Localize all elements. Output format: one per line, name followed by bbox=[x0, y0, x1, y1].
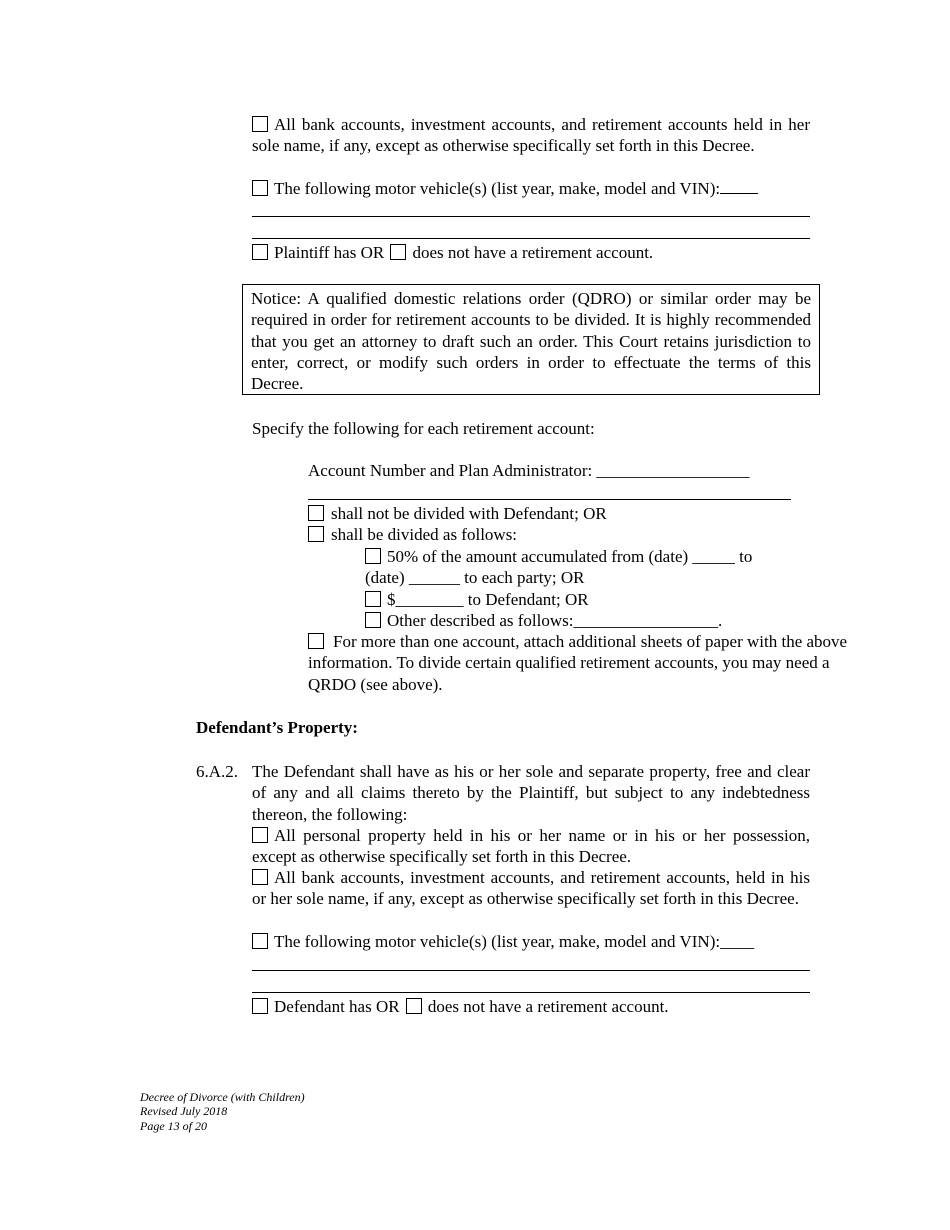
defendant-motor-vehicle-item bbox=[252, 931, 754, 952]
plaintiff-bank-accounts-checkbox[interactable] bbox=[252, 116, 268, 132]
footer-revision: Revised July 2018 bbox=[140, 1104, 228, 1119]
defendant-property-heading: Defendant’s Property: bbox=[196, 718, 358, 737]
page-footer bbox=[140, 1090, 305, 1133]
not-divided-item bbox=[308, 503, 607, 524]
defendant-no-retirement-checkbox[interactable] bbox=[406, 998, 422, 1014]
more-accounts-item bbox=[308, 631, 856, 695]
defendant-retirement-item bbox=[252, 996, 669, 1017]
plaintiff-motor-vehicle-item bbox=[252, 178, 758, 199]
other-text: Other described as follows:_________________. bbox=[387, 611, 723, 630]
footer-document-title: Decree of Divorce (with Children) bbox=[140, 1090, 305, 1104]
qdro-notice-text: Notice: A qualified domestic relations order (QDRO) or similar order may be required in order for retirement accounts to be divided. It is highly recommended that you get an attorney to draft such an order. This Court retains jurisdiction to enter, correct, or modify such orders in order to effectuate the terms of this Decree. bbox=[251, 289, 811, 394]
plaintiff-motor-vehicle-checkbox[interactable] bbox=[252, 180, 268, 196]
plaintiff-motor-vehicle-blank[interactable] bbox=[720, 179, 758, 194]
more-accounts-checkbox[interactable] bbox=[308, 633, 324, 649]
plaintiff-bank-accounts-text: All bank accounts, investment accounts, and retirement accounts held in her sole name, if any, except as otherwise specifically set forth in this Decree. bbox=[252, 115, 810, 156]
defendant-no-retirement-text: does not have a retirement account. bbox=[427, 997, 669, 1016]
account-number-label: Account Number and Plan Administrator: __________________ bbox=[308, 461, 750, 480]
other-checkbox[interactable] bbox=[365, 612, 381, 628]
plaintiff-no-retirement-checkbox[interactable] bbox=[390, 244, 406, 260]
plaintiff-bank-accounts-item bbox=[252, 114, 810, 157]
defendant-has-retirement-checkbox[interactable] bbox=[252, 998, 268, 1014]
fifty-percent-text-2: (date) ______ to each party; OR bbox=[365, 568, 585, 587]
not-divided-checkbox[interactable] bbox=[308, 505, 324, 521]
fifty-percent-text-1: 50% of the amount accumulated from (date) _____ to bbox=[387, 547, 753, 566]
divided-text: shall be divided as follows: bbox=[331, 525, 518, 544]
qdro-notice-box bbox=[242, 284, 820, 395]
plaintiff-has-retirement-checkbox[interactable] bbox=[252, 244, 268, 260]
fifty-percent-item bbox=[365, 546, 752, 567]
defendant-bank-accounts-item bbox=[252, 867, 810, 910]
dollar-amount-checkbox[interactable] bbox=[365, 591, 381, 607]
plaintiff-no-retirement-text: does not have a retirement account. bbox=[412, 243, 654, 262]
divided-checkbox[interactable] bbox=[308, 526, 324, 542]
plaintiff-retirement-item bbox=[252, 242, 653, 263]
defendant-vehicle-line-2[interactable] bbox=[252, 992, 810, 993]
defendant-bank-accounts-text: All bank accounts, investment accounts, and retirement accounts, held in his or her sole name, if any, except as otherwise specifically set forth in this Decree. bbox=[252, 868, 810, 909]
dollar-amount-item bbox=[365, 589, 589, 610]
retirement-spec-intro: Specify the following for each retirement account: bbox=[252, 419, 595, 438]
defendant-personal-property-checkbox[interactable] bbox=[252, 827, 268, 843]
section-text: The Defendant shall have as his or her sole and separate property, free and clear of any and all claims thereto by the Plaintiff, but subject to any indebtedness thereon, the following: bbox=[252, 762, 810, 824]
plaintiff-vehicle-line-1[interactable] bbox=[252, 216, 810, 217]
more-accounts-text: For more than one account, attach additional sheets of paper with the above information. To divide certain qualified retirement accounts, you may need a QRDO (see above). bbox=[308, 632, 848, 694]
plaintiff-vehicle-line-2[interactable] bbox=[252, 238, 810, 239]
not-divided-text: shall not be divided with Defendant; OR bbox=[331, 504, 607, 523]
other-item bbox=[365, 610, 722, 631]
defendant-bank-accounts-checkbox[interactable] bbox=[252, 869, 268, 885]
defendant-motor-vehicle-text: The following motor vehicle(s) (list year, make, model and VIN):____ bbox=[274, 932, 755, 951]
footer-page-number: Page 13 of 20 bbox=[140, 1118, 207, 1133]
divided-item bbox=[308, 524, 517, 545]
account-number-line[interactable] bbox=[308, 499, 791, 500]
defendant-personal-property-item bbox=[252, 825, 810, 868]
defendant-has-retirement-text: Defendant has OR bbox=[274, 997, 400, 1016]
dollar-amount-text: $________ to Defendant; OR bbox=[387, 590, 589, 609]
plaintiff-has-retirement-text: Plaintiff has OR bbox=[274, 243, 385, 262]
defendant-personal-property-text: All personal property held in his or her name or in his or her possession, except as otherwise specifically set forth in this Decree. bbox=[252, 826, 810, 867]
fifty-percent-checkbox[interactable] bbox=[365, 548, 381, 564]
section-number: 6.A.2. bbox=[196, 762, 239, 781]
plaintiff-motor-vehicle-text: The following motor vehicle(s) (list year, make, model and VIN): bbox=[274, 179, 721, 198]
defendant-motor-vehicle-checkbox[interactable] bbox=[252, 933, 268, 949]
defendant-vehicle-line-1[interactable] bbox=[252, 970, 810, 971]
